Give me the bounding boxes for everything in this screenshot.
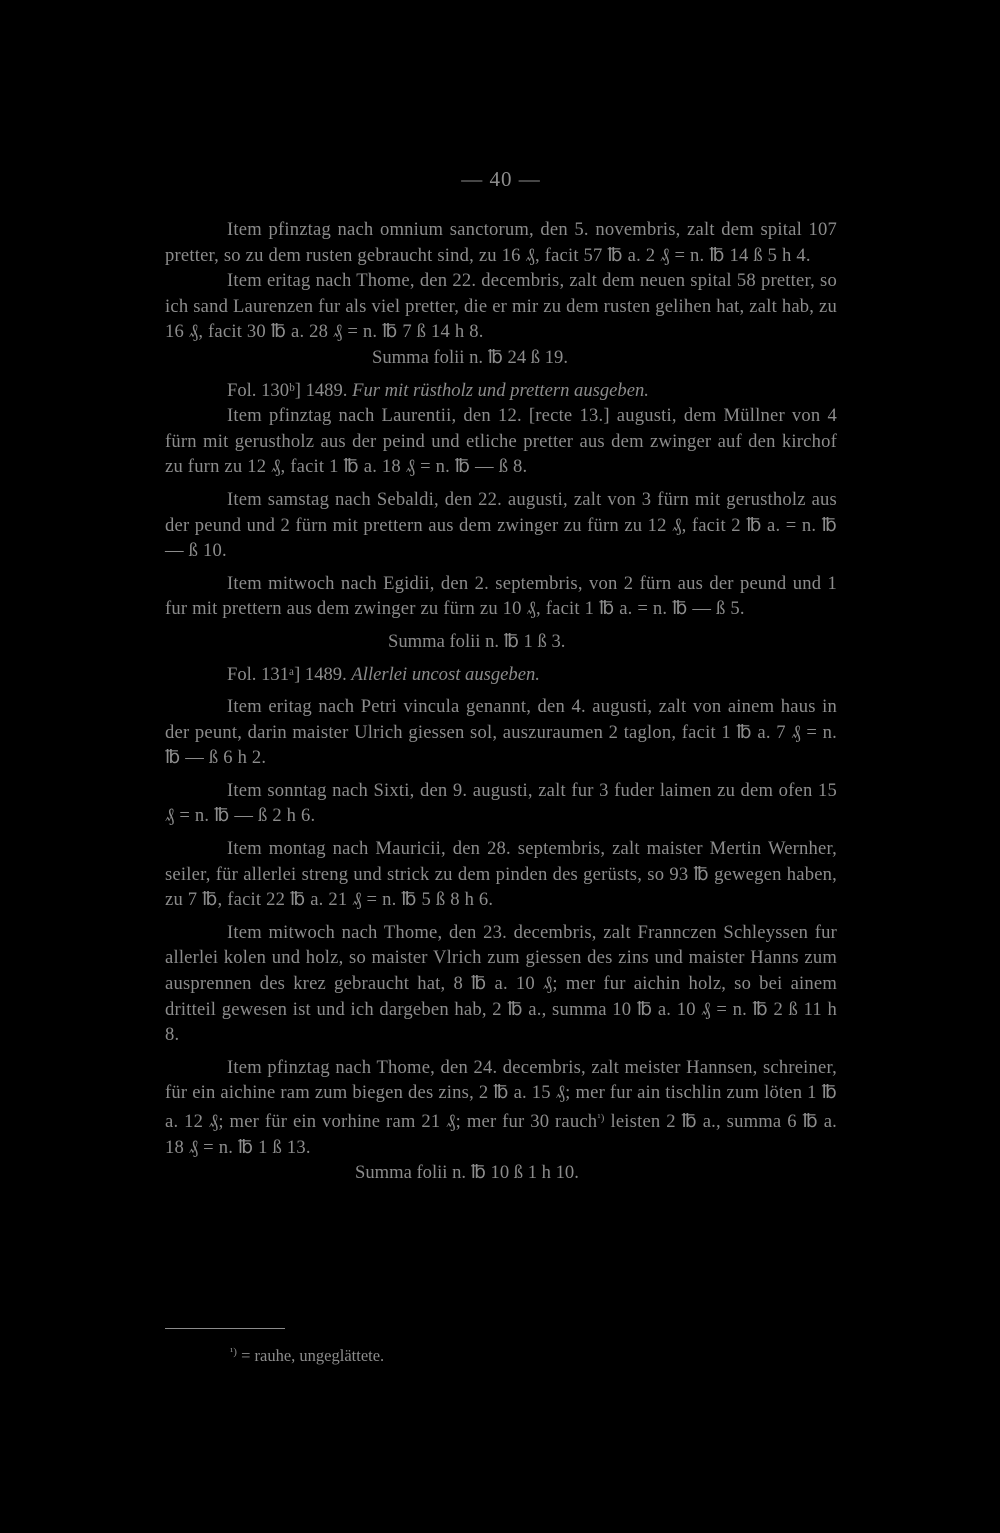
folio-title: Fur mit rüstholz und prettern ausgeben. (352, 379, 649, 401)
paragraph-text: leisten 2 ℔ a., summa 6 ℔ a. 18 ₰ = n. ℔ 1 ß 13. (165, 1111, 837, 1158)
paragraph: Item pfinztag nach omnium sanctorum, den 5. novembris, zalt dem spital 107 pretter, so zu dem rusten gebraucht sind, zu 16 ₰, facit 57 ℔ a. 2 ₰ = n. ℔ 14 ß 5 h 4. (165, 219, 837, 266)
paragraph (165, 1055, 837, 1160)
folio-ref: Fol. 130ᵇ] 1489. (227, 379, 348, 401)
footnote (230, 1340, 384, 1368)
paragraph: Item mitwoch nach Egidii, den 2. septembris, von 2 fürn aus der peund und 1 fur mit prettern aus dem zwinger zu fürn zu 10 ₰, facit 1 ℔ a. = n. ℔ — ß 5. (165, 572, 837, 620)
paragraph-text: Item pfinztag nach Thome, den 24. decembris, zalt meister Hannsen, schreiner, für ein aichine ram zum biegen des zins, 2 ℔ a. 15 ₰; mer fur ain tischlin zum löten 1 ℔ a. 12 ₰; mer für ein vorhine ram 21 ₰; mer fur 30 rauch (165, 1056, 837, 1132)
summa-line: Summa folii n. ℔ 1 ß 3. (388, 630, 566, 652)
paragraph: Item eritag nach Petri vincula genannt, den 4. augusti, zalt von ainem haus in der peunt, darin maister Ulrich giessen sol, auszuraumen 2 taglon, facit 1 ℔ a. 7 ₰ = n. ℔ — ß 6 h 2. (165, 696, 837, 769)
footnote-reference: ¹) (597, 1112, 605, 1124)
paragraph: Item pfinztag nach Laurentii, den 12. [recte 13.] augusti, dem Müllner von 4 fürn mit gerustholz aus der peind und etliche pretter aus dem zwinger auf den kirchof zu furn zu 12 ₰, facit 1 ℔ a. 18 ₰ = n. ℔ — ß 8. (165, 405, 837, 478)
folio-heading (165, 378, 837, 404)
paragraph: Item sonntag nach Sixti, den 9. augusti, zalt fur 3 fuder laimen zu dem ofen 15 ₰ = n. ℔ — ß 2 h 6. (165, 779, 837, 827)
folio-ref: Fol. 131ᵃ] 1489. (227, 663, 347, 685)
page-number: — 40 — (461, 167, 541, 191)
paragraph: Item montag nach Mauricii, den 28. septembris, zalt maister Mertin Wernher, seiler, für allerlei streng und strick zu dem pinden des gerüsts, so 93 ℔ gewegen haben, zu 7 ℔, facit 22 ℔ a. 21 ₰ = n. ℔ 5 ß 8 h 6. (165, 838, 837, 911)
paragraph: Item mitwoch nach Thome, den 23. decembris, zalt Frannczen Schleyssen fur allerlei kolen und holz, so maister Vlrich zum giessen des zins und maister Hanns zum ausprennen des krez gebraucht hat, 8 ℔ a. 10 ₰; mer fur aichin holz, so bei ainem dritteil gewesen ist und ich dargeben hab, 2 ℔ a., summa 10 ℔ a. 10 ₰ = n. ℔ 2 ß 11 h 8. (165, 921, 837, 1046)
text-block (165, 168, 837, 1186)
summa-line: Summa folii n. ℔ 10 ß 1 h 10. (355, 1162, 579, 1184)
folio-heading (165, 662, 837, 688)
footnote-mark: ¹) (230, 1346, 237, 1358)
summa-line: Summa folii n. ℔ 24 ß 19. (372, 346, 568, 368)
folio-title: Allerlei uncost ausgeben. (351, 663, 540, 685)
paragraph: Item eritag nach Thome, den 22. decembris, zalt dem neuen spital 58 pretter, so ich sand Laurenzen fur als viel pretter, die er mir zu dem rusten gelihen hat, zalt hab, zu 16 ₰, facit 30 ℔ a. 28 ₰ = n. ℔ 7 ß 14 h 8. (165, 270, 837, 343)
paragraph: Item samstag nach Sebaldi, den 22. augusti, zalt von 3 fürn mit gerustholz aus der peund und 2 fürn mit prettern aus dem zwinger zu fürn zu 12 ₰, facit 2 ℔ a. = n. ℔ — ß 10. (165, 488, 837, 562)
footnote-divider (165, 1328, 285, 1329)
footnote-text: = rauhe, ungeglättete. (236, 1346, 385, 1365)
